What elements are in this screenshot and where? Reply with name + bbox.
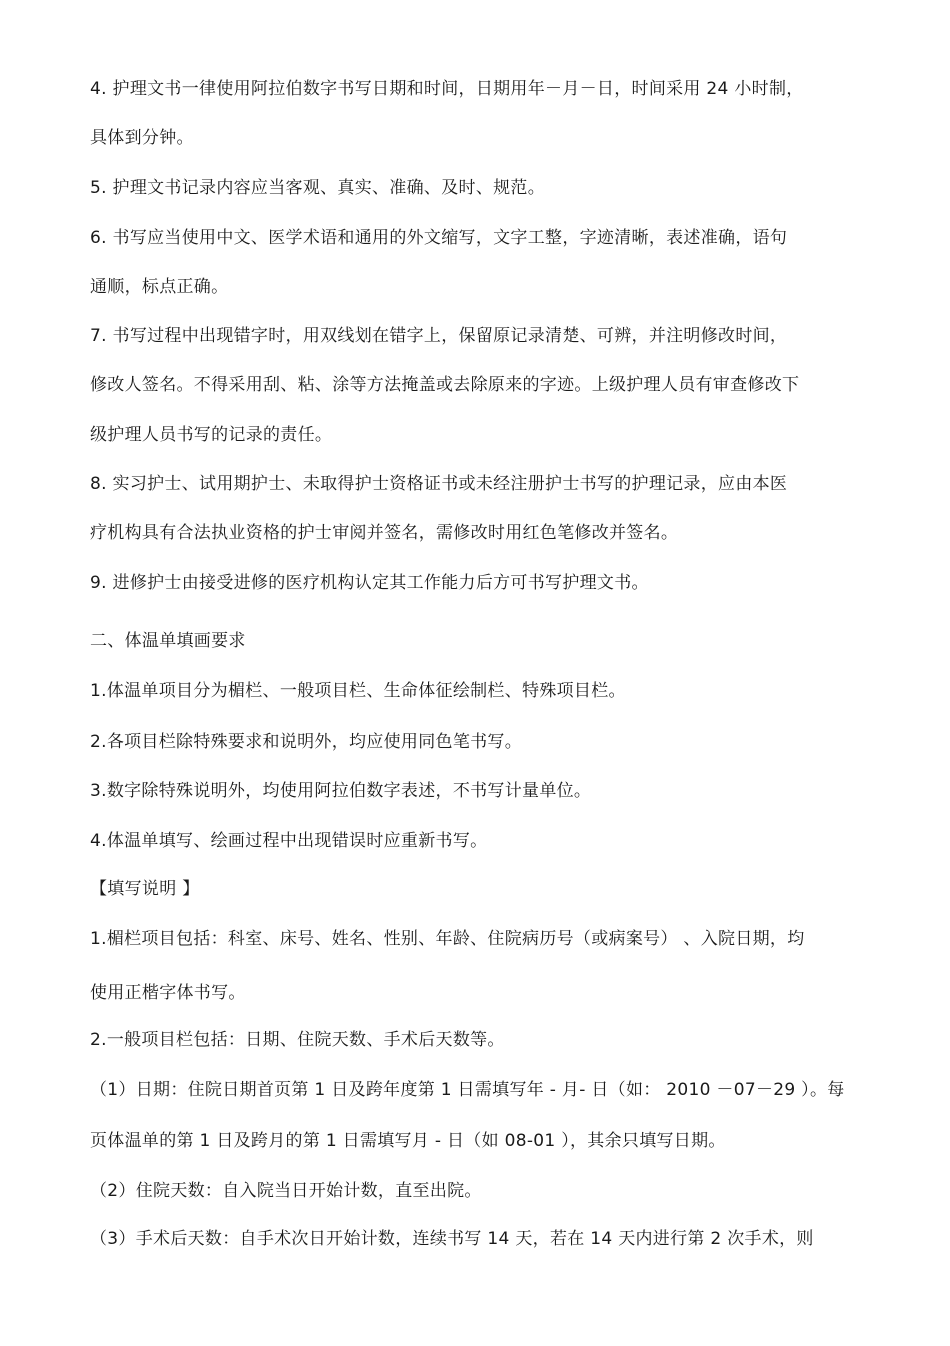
section-heading: 二、体温单填画要求 [90,631,246,651]
section-item-4: 4.体温单填写、绘画过程中出现错误时应重新书写。 [90,831,488,851]
instruction-1-line-1: 1.楣栏项目包括：科室、床号、姓名、性别、年龄、住院病历号（或病案号） 、入院日期，均 [90,929,805,949]
rule-5-line-1: 5. 护理文书记录内容应当客观、真实、准确、及时、规范。 [90,178,546,198]
fill-instructions-heading: 【填写说明 】 [90,879,200,899]
instruction-2-line-1: 2.一般项目栏包括：日期、住院天数、手术后天数等。 [90,1030,505,1050]
instruction-2-1-line-2: 页体温单的第 1 日及跨月的第 1 日需填写月 - 日（如 08-01 ），其余只填写日期。 [90,1131,726,1151]
rule-7-line-3: 级护理人员书写的记录的责任。 [90,425,333,445]
rule-4-line-1: 4. 护理文书一律使用阿拉伯数字书写日期和时间，日期用年－月－日，时间采用 24 小时制， [90,79,804,99]
rule-7-line-1: 7. 书写过程中出现错字时，用双线划在错字上，保留原记录清楚、可辨，并注明修改时间， [90,326,788,346]
instruction-1-line-2: 使用正楷字体书写。 [90,983,246,1003]
section-item-2: 2.各项目栏除特殊要求和说明外，均应使用同色笔书写。 [90,732,523,752]
rule-8-line-1: 8. 实习护士、试用期护士、未取得护士资格证书或未经注册护士书写的护理记录，应由本医 [90,474,788,494]
rule-6-line-2: 通顺，标点正确。 [90,277,229,297]
instruction-2-2-line-1: （2）住院天数：自入院当日开始计数，直至出院。 [90,1181,482,1201]
rule-7-line-2: 修改人签名。不得采用刮、粘、涂等方法掩盖或去除原来的字迹。上级护理人员有审查修改下 [90,375,800,395]
instruction-2-3-line-1: （3）手术后天数：自手术次日开始计数，连续书写 14 天，若在 14 天内进行第 2 次手术，则 [90,1229,814,1249]
section-item-1: 1.体温单项目分为楣栏、一般项目栏、生命体征绘制栏、特殊项目栏。 [90,681,626,701]
instruction-2-1-line-1: （1）日期：住院日期首页第 1 日及跨年度第 1 日需填写年 - 月- 日（如： 2010 －07－29 ）。每 [90,1080,845,1100]
rule-6-line-1: 6. 书写应当使用中文、医学术语和通用的外文缩写，文字工整，字迹清晰，表述准确，语句 [90,228,788,248]
rule-4-line-2: 具体到分钟。 [90,128,194,148]
rule-9-line-1: 9. 进修护士由接受进修的医疗机构认定其工作能力后方可书写护理文书。 [90,573,649,593]
section-item-3: 3.数字除特殊说明外，均使用阿拉伯数字表述，不书写计量单位。 [90,781,592,801]
rule-8-line-2: 疗机构具有合法执业资格的护士审阅并签名，需修改时用红色笔修改并签名。 [90,523,679,543]
